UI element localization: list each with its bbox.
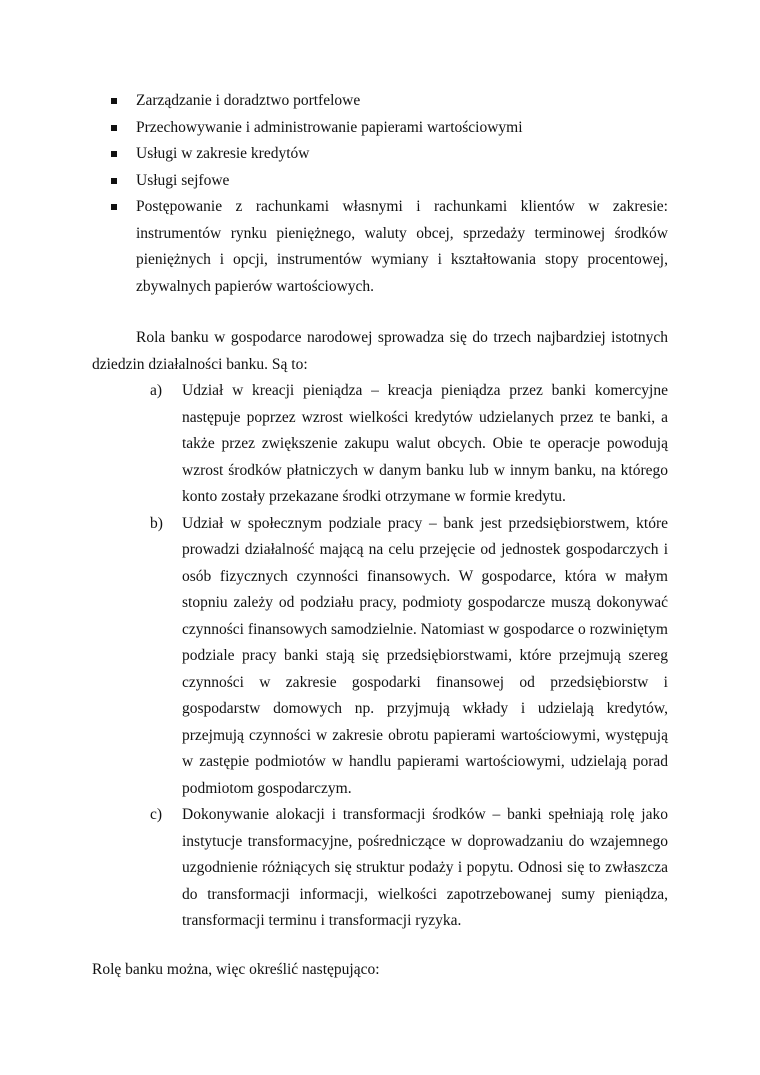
list-item [92, 88, 668, 115]
list-item-text: Dokonywanie alokacji i transformacji środków – banki spełniają rolę jako instytucje transformacyjne, pośredniczące w doprowadzaniu do wzajemnego uzgodnienie różniących się struktur podaży i popytu. Odnosi się to zwłaszcza do transformacji informacji, wielkości zapotrzebowanej sumy pieniądza, transformacji terminu i transformacji ryzyka. [182, 806, 668, 929]
list-item-text: Przechowywanie i administrowanie papierami wartościowymi [136, 118, 523, 136]
list-item-text: Postępowanie z rachunkami własnymi i rachunkami klientów w zakresie: instrumentów rynku pieniężnego, waluty obcej, sprzedaży terminowej środków pieniężnych i opcji, instrumentów wymiany i kształtowania stopy procentowej, zbywalnych papierów wartościowych. [136, 198, 668, 295]
closing-paragraph: Rolę banku można, więc określić następująco: [92, 961, 380, 978]
list-item-text: Zarządzanie i doradztwo portfelowe [136, 92, 361, 109]
square-bullet-icon [92, 115, 136, 142]
list-item [150, 511, 668, 803]
list-item [150, 378, 668, 511]
square-bullet-icon [92, 168, 136, 195]
list-item [92, 194, 668, 300]
list-item [150, 802, 668, 935]
list-marker: c) [150, 806, 163, 823]
list-item [92, 115, 668, 142]
list-marker: a) [150, 382, 163, 399]
square-bullet-icon [92, 141, 136, 168]
list-item-text: Usługi w zakresie kredytów [136, 145, 310, 162]
square-bullet-icon [92, 194, 136, 221]
services-bullet-list [92, 88, 668, 300]
list-item [92, 168, 668, 195]
list-item-text: Usługi sejfowe [136, 171, 230, 189]
list-item-text: Udział w społecznym podziale pracy – bank jest przedsiębiorstwem, które prowadzi działalność mającą na celu przejęcie od jednostek gospodarczych i osób fizycznych czynności finansowych. W gospodarce, która w małym stopniu zależy od podziału pracy, podmioty gospodarcze muszą dokonywać czynności finansowych samodzielnie. Natomiast w gospodarce o rozwiniętym podziale pracy banki stają się przedsiębiorstwami, które przejmują szereg czynności w zakresie gospodarki finansowej od przedsiębiorstw i gospodarstw domowych np. przyjmują wkłady i udzielają kredytów, przejmują czynności w zakresie obrotu papierami wartościowymi, występują w zastępie podmiotów w handlu papierami wartościowymi, udzielają porad podmiotom gospodarczym. [182, 514, 668, 797]
list-marker: b) [150, 514, 163, 532]
list-item-text: Udział w kreacji pieniądza – kreacja pieniądza przez banki komercyjne następuje poprzez wzrost wielkości kredytów udzielanych przez te banki, a także przez zwiększenie zakupu walut obcych. Obie te operacje powodują wzrost środków płatniczych w danym banku lub w innym banku, na którego konto zostały przekazane środki otrzymane w formie kredytu. [182, 382, 668, 505]
bank-roles-list [150, 378, 668, 935]
list-item [92, 141, 668, 168]
square-bullet-icon [92, 88, 136, 115]
intro-paragraph: Rola banku w gospodarce narodowej sprowadza się do trzech najbardziej istotnych dziedzin działalności banku. Są to: [92, 329, 668, 373]
